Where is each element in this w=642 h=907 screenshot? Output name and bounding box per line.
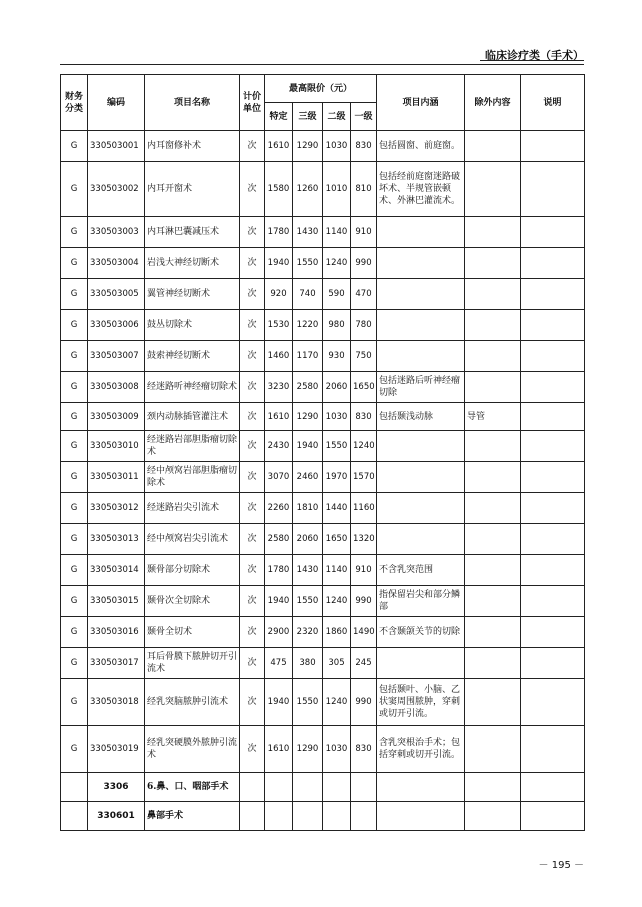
exclusion-cell [465, 248, 521, 279]
price-level2-cell: 1240 [323, 679, 351, 726]
price-level1-cell: 830 [351, 403, 377, 431]
note-cell [521, 555, 585, 586]
category-cell: G [61, 493, 88, 524]
price-level1-cell: 990 [351, 679, 377, 726]
unit-cell: 次 [240, 403, 265, 431]
category-cell: G [61, 310, 88, 341]
table-row [61, 679, 585, 726]
exclusion-cell [465, 726, 521, 773]
name-cell: 经迷路岩尖引流术 [145, 493, 240, 524]
table-row [61, 162, 585, 217]
empty-cell [265, 773, 293, 802]
note-cell [521, 162, 585, 217]
section-code-cell: 3306 [88, 773, 145, 802]
price-level2-cell: 1240 [323, 586, 351, 617]
table-row [61, 555, 585, 586]
price-level3-cell: 1260 [293, 162, 323, 217]
price-level1-cell: 910 [351, 217, 377, 248]
section-name-cell: 鼻部手术 [145, 802, 240, 831]
name-cell: 鼓丛切除术 [145, 310, 240, 341]
unit-cell: 次 [240, 217, 265, 248]
content-cell [377, 648, 465, 679]
category-cell: G [61, 617, 88, 648]
exclusion-cell [465, 310, 521, 341]
note-cell [521, 726, 585, 773]
code-cell: 330503009 [88, 403, 145, 431]
price-level2-cell: 1440 [323, 493, 351, 524]
note-cell [521, 679, 585, 726]
unit-cell: 次 [240, 131, 265, 162]
section-row [61, 773, 585, 802]
table-row [61, 431, 585, 462]
price-level3-cell: 1220 [293, 310, 323, 341]
category-cell: G [61, 131, 88, 162]
price-level1-cell: 1650 [351, 372, 377, 403]
price-special-cell: 3230 [265, 372, 293, 403]
category-cell: G [61, 586, 88, 617]
note-cell [521, 462, 585, 493]
note-cell [521, 524, 585, 555]
price-level1-cell: 830 [351, 131, 377, 162]
name-cell: 耳后骨膜下脓肿切开引流术 [145, 648, 240, 679]
empty-cell [521, 773, 585, 802]
name-cell: 内耳淋巴囊减压术 [145, 217, 240, 248]
name-cell: 内耳开窗术 [145, 162, 240, 217]
price-level3-cell: 1290 [293, 131, 323, 162]
note-cell [521, 217, 585, 248]
category-cell: G [61, 248, 88, 279]
unit-cell: 次 [240, 648, 265, 679]
price-level1-cell: 830 [351, 726, 377, 773]
name-cell: 经中颅窝岩尖引流术 [145, 524, 240, 555]
price-special-cell: 2430 [265, 431, 293, 462]
content-cell: 含乳突根治手术；包括穿刺或切开引流。 [377, 726, 465, 773]
code-cell: 330503013 [88, 524, 145, 555]
header-category: 财务分类 [61, 75, 88, 131]
price-special-cell: 1940 [265, 586, 293, 617]
price-special-cell: 1460 [265, 341, 293, 372]
name-cell: 颞骨部分切除术 [145, 555, 240, 586]
code-cell: 330503007 [88, 341, 145, 372]
price-level2-cell: 590 [323, 279, 351, 310]
unit-cell: 次 [240, 341, 265, 372]
exclusion-cell [465, 279, 521, 310]
table-row [61, 341, 585, 372]
price-level3-cell: 1810 [293, 493, 323, 524]
category-cell: G [61, 279, 88, 310]
empty-cell [323, 773, 351, 802]
price-special-cell: 2900 [265, 617, 293, 648]
price-special-cell: 1580 [265, 162, 293, 217]
empty-cell [465, 773, 521, 802]
table-row [61, 279, 585, 310]
price-level3-cell: 2460 [293, 462, 323, 493]
price-level3-cell: 1550 [293, 248, 323, 279]
note-cell [521, 341, 585, 372]
note-cell [521, 431, 585, 462]
price-special-cell: 3070 [265, 462, 293, 493]
price-level1-cell: 910 [351, 555, 377, 586]
empty-cell [521, 802, 585, 831]
price-level2-cell: 305 [323, 648, 351, 679]
price-special-cell: 2580 [265, 524, 293, 555]
exclusion-cell [465, 648, 521, 679]
table-row [61, 217, 585, 248]
unit-cell: 次 [240, 679, 265, 726]
empty-cell [351, 802, 377, 831]
code-cell: 330503004 [88, 248, 145, 279]
price-level3-cell: 1430 [293, 217, 323, 248]
price-level2-cell: 1140 [323, 217, 351, 248]
header-level3: 三级 [293, 103, 323, 131]
table-row [61, 493, 585, 524]
note-cell [521, 586, 585, 617]
empty-cell [377, 802, 465, 831]
price-level3-cell: 1170 [293, 341, 323, 372]
header-level2: 二级 [323, 103, 351, 131]
content-cell [377, 431, 465, 462]
price-level3-cell: 1550 [293, 586, 323, 617]
header-max-price: 最高限价（元） [265, 75, 377, 103]
category-cell [61, 802, 88, 831]
header-unit: 计价单位 [240, 75, 265, 131]
code-cell: 330503005 [88, 279, 145, 310]
content-cell [377, 493, 465, 524]
name-cell: 内耳窗修补术 [145, 131, 240, 162]
category-cell: G [61, 403, 88, 431]
unit-cell: 次 [240, 617, 265, 648]
price-level2-cell: 980 [323, 310, 351, 341]
exclusion-cell [465, 586, 521, 617]
header-rule-top [480, 60, 584, 61]
price-level2-cell: 1140 [323, 555, 351, 586]
code-cell: 330503006 [88, 310, 145, 341]
content-cell [377, 524, 465, 555]
name-cell: 经迷路岩部胆脂瘤切除术 [145, 431, 240, 462]
header-note: 说明 [521, 75, 585, 131]
exclusion-cell [465, 162, 521, 217]
unit-cell: 次 [240, 493, 265, 524]
exclusion-cell [465, 617, 521, 648]
header-content: 项目内涵 [377, 75, 465, 131]
price-special-cell: 475 [265, 648, 293, 679]
table-row [61, 648, 585, 679]
price-level3-cell: 1430 [293, 555, 323, 586]
code-cell: 330503017 [88, 648, 145, 679]
price-level2-cell: 1030 [323, 131, 351, 162]
unit-cell: 次 [240, 726, 265, 773]
code-cell: 330503008 [88, 372, 145, 403]
empty-cell [240, 802, 265, 831]
table-row [61, 462, 585, 493]
content-cell: 指保留岩尖和部分鳞部 [377, 586, 465, 617]
price-level2-cell: 1550 [323, 431, 351, 462]
price-level1-cell: 1240 [351, 431, 377, 462]
category-cell: G [61, 462, 88, 493]
price-level1-cell: 750 [351, 341, 377, 372]
price-level2-cell: 1030 [323, 403, 351, 431]
price-special-cell: 1940 [265, 248, 293, 279]
price-special-cell: 1610 [265, 726, 293, 773]
content-cell [377, 462, 465, 493]
price-level3-cell: 1550 [293, 679, 323, 726]
category-cell: G [61, 726, 88, 773]
category-cell: G [61, 431, 88, 462]
unit-cell: 次 [240, 310, 265, 341]
price-level2-cell: 1970 [323, 462, 351, 493]
code-cell: 330503011 [88, 462, 145, 493]
price-special-cell: 920 [265, 279, 293, 310]
price-level3-cell: 1290 [293, 726, 323, 773]
header-code: 编码 [88, 75, 145, 131]
price-level2-cell: 1240 [323, 248, 351, 279]
table-row [61, 403, 585, 431]
exclusion-cell [465, 372, 521, 403]
content-cell [377, 248, 465, 279]
category-cell: G [61, 162, 88, 217]
exclusion-cell: 导管 [465, 403, 521, 431]
code-cell: 330503015 [88, 586, 145, 617]
code-cell: 330503012 [88, 493, 145, 524]
price-level2-cell: 1650 [323, 524, 351, 555]
note-cell [521, 372, 585, 403]
note-cell [521, 617, 585, 648]
page-header-title: 临床诊疗类（手术） [485, 49, 584, 62]
empty-cell [240, 773, 265, 802]
unit-cell: 次 [240, 524, 265, 555]
header-level1: 一级 [351, 103, 377, 131]
content-cell [377, 341, 465, 372]
table-row [61, 617, 585, 648]
unit-cell: 次 [240, 279, 265, 310]
fee-table [60, 74, 585, 831]
note-cell [521, 131, 585, 162]
table-row [61, 310, 585, 341]
price-special-cell: 1610 [265, 131, 293, 162]
name-cell: 颞骨次全切除术 [145, 586, 240, 617]
name-cell: 翼管神经切断术 [145, 279, 240, 310]
price-level3-cell: 380 [293, 648, 323, 679]
price-level1-cell: 470 [351, 279, 377, 310]
content-cell: 包括颞叶、小脑、乙状窦周围脓肿，穿刺或切开引流。 [377, 679, 465, 726]
code-cell: 330503003 [88, 217, 145, 248]
table-row [61, 248, 585, 279]
table-body [61, 131, 585, 831]
name-cell: 岩浅大神经切断术 [145, 248, 240, 279]
price-level3-cell: 1940 [293, 431, 323, 462]
content-cell [377, 279, 465, 310]
note-cell [521, 648, 585, 679]
price-level1-cell: 810 [351, 162, 377, 217]
header-exclusion: 除外内容 [465, 75, 521, 131]
exclusion-cell [465, 679, 521, 726]
exclusion-cell [465, 341, 521, 372]
price-level1-cell: 1570 [351, 462, 377, 493]
unit-cell: 次 [240, 162, 265, 217]
price-level1-cell: 1490 [351, 617, 377, 648]
empty-cell [323, 802, 351, 831]
code-cell: 330503002 [88, 162, 145, 217]
price-level2-cell: 1860 [323, 617, 351, 648]
price-level2-cell: 2060 [323, 372, 351, 403]
table-row [61, 372, 585, 403]
price-level1-cell: 780 [351, 310, 377, 341]
header-rule [60, 64, 584, 65]
exclusion-cell [465, 217, 521, 248]
category-cell: G [61, 217, 88, 248]
category-cell [61, 773, 88, 802]
price-special-cell: 1610 [265, 403, 293, 431]
page-number: － 195 － [538, 860, 584, 871]
note-cell [521, 248, 585, 279]
unit-cell: 次 [240, 248, 265, 279]
price-level1-cell: 990 [351, 248, 377, 279]
note-cell [521, 310, 585, 341]
price-special-cell: 1530 [265, 310, 293, 341]
code-cell: 330503018 [88, 679, 145, 726]
section-code-cell: 330601 [88, 802, 145, 831]
name-cell: 经乳突脑脓肿引流术 [145, 679, 240, 726]
empty-cell [265, 802, 293, 831]
price-level3-cell: 1290 [293, 403, 323, 431]
price-level3-cell: 2320 [293, 617, 323, 648]
price-special-cell: 1940 [265, 679, 293, 726]
note-cell [521, 279, 585, 310]
price-level3-cell: 740 [293, 279, 323, 310]
category-cell: G [61, 679, 88, 726]
price-special-cell: 1780 [265, 555, 293, 586]
exclusion-cell [465, 493, 521, 524]
category-cell: G [61, 648, 88, 679]
unit-cell: 次 [240, 372, 265, 403]
content-cell [377, 310, 465, 341]
empty-cell [351, 773, 377, 802]
price-level3-cell: 2060 [293, 524, 323, 555]
content-cell: 包括经前庭窗迷路破坏术、半规管嵌顿术、外淋巴灌流术。 [377, 162, 465, 217]
table-row [61, 524, 585, 555]
unit-cell: 次 [240, 586, 265, 617]
section-name-cell: 6.鼻、口、咽部手术 [145, 773, 240, 802]
price-level3-cell: 2580 [293, 372, 323, 403]
empty-cell [293, 773, 323, 802]
price-level1-cell: 245 [351, 648, 377, 679]
note-cell [521, 493, 585, 524]
price-level2-cell: 1010 [323, 162, 351, 217]
name-cell: 颞骨全切术 [145, 617, 240, 648]
note-cell [521, 403, 585, 431]
category-cell: G [61, 524, 88, 555]
exclusion-cell [465, 431, 521, 462]
content-cell: 包括颞浅动脉 [377, 403, 465, 431]
name-cell: 经中颅窝岩部胆脂瘤切除术 [145, 462, 240, 493]
category-cell: G [61, 372, 88, 403]
unit-cell: 次 [240, 462, 265, 493]
price-level1-cell: 1320 [351, 524, 377, 555]
unit-cell: 次 [240, 431, 265, 462]
category-cell: G [61, 341, 88, 372]
table-row [61, 586, 585, 617]
header-name: 项目名称 [145, 75, 240, 131]
code-cell: 330503001 [88, 131, 145, 162]
unit-cell: 次 [240, 555, 265, 586]
empty-cell [465, 802, 521, 831]
content-cell [377, 217, 465, 248]
exclusion-cell [465, 462, 521, 493]
header-special: 特定 [265, 103, 293, 131]
content-cell: 不含乳突范围 [377, 555, 465, 586]
code-cell: 330503014 [88, 555, 145, 586]
category-cell: G [61, 555, 88, 586]
name-cell: 颈内动脉插管灌注术 [145, 403, 240, 431]
price-special-cell: 2260 [265, 493, 293, 524]
exclusion-cell [465, 555, 521, 586]
section-row [61, 802, 585, 831]
content-cell: 包括迷路后听神经瘤切除 [377, 372, 465, 403]
price-level2-cell: 930 [323, 341, 351, 372]
empty-cell [293, 802, 323, 831]
price-level2-cell: 1030 [323, 726, 351, 773]
content-cell: 不含颞颌关节的切除 [377, 617, 465, 648]
code-cell: 330503019 [88, 726, 145, 773]
price-level1-cell: 1160 [351, 493, 377, 524]
name-cell: 经乳突硬膜外脓肿引流术 [145, 726, 240, 773]
name-cell: 经迷路听神经瘤切除术 [145, 372, 240, 403]
empty-cell [377, 773, 465, 802]
price-special-cell: 1780 [265, 217, 293, 248]
code-cell: 330503016 [88, 617, 145, 648]
price-level1-cell: 990 [351, 586, 377, 617]
table-row [61, 131, 585, 162]
code-cell: 330503010 [88, 431, 145, 462]
exclusion-cell [465, 131, 521, 162]
table-row [61, 726, 585, 773]
name-cell: 鼓索神经切断术 [145, 341, 240, 372]
exclusion-cell [465, 524, 521, 555]
content-cell: 包括圆窗、前庭窗。 [377, 131, 465, 162]
